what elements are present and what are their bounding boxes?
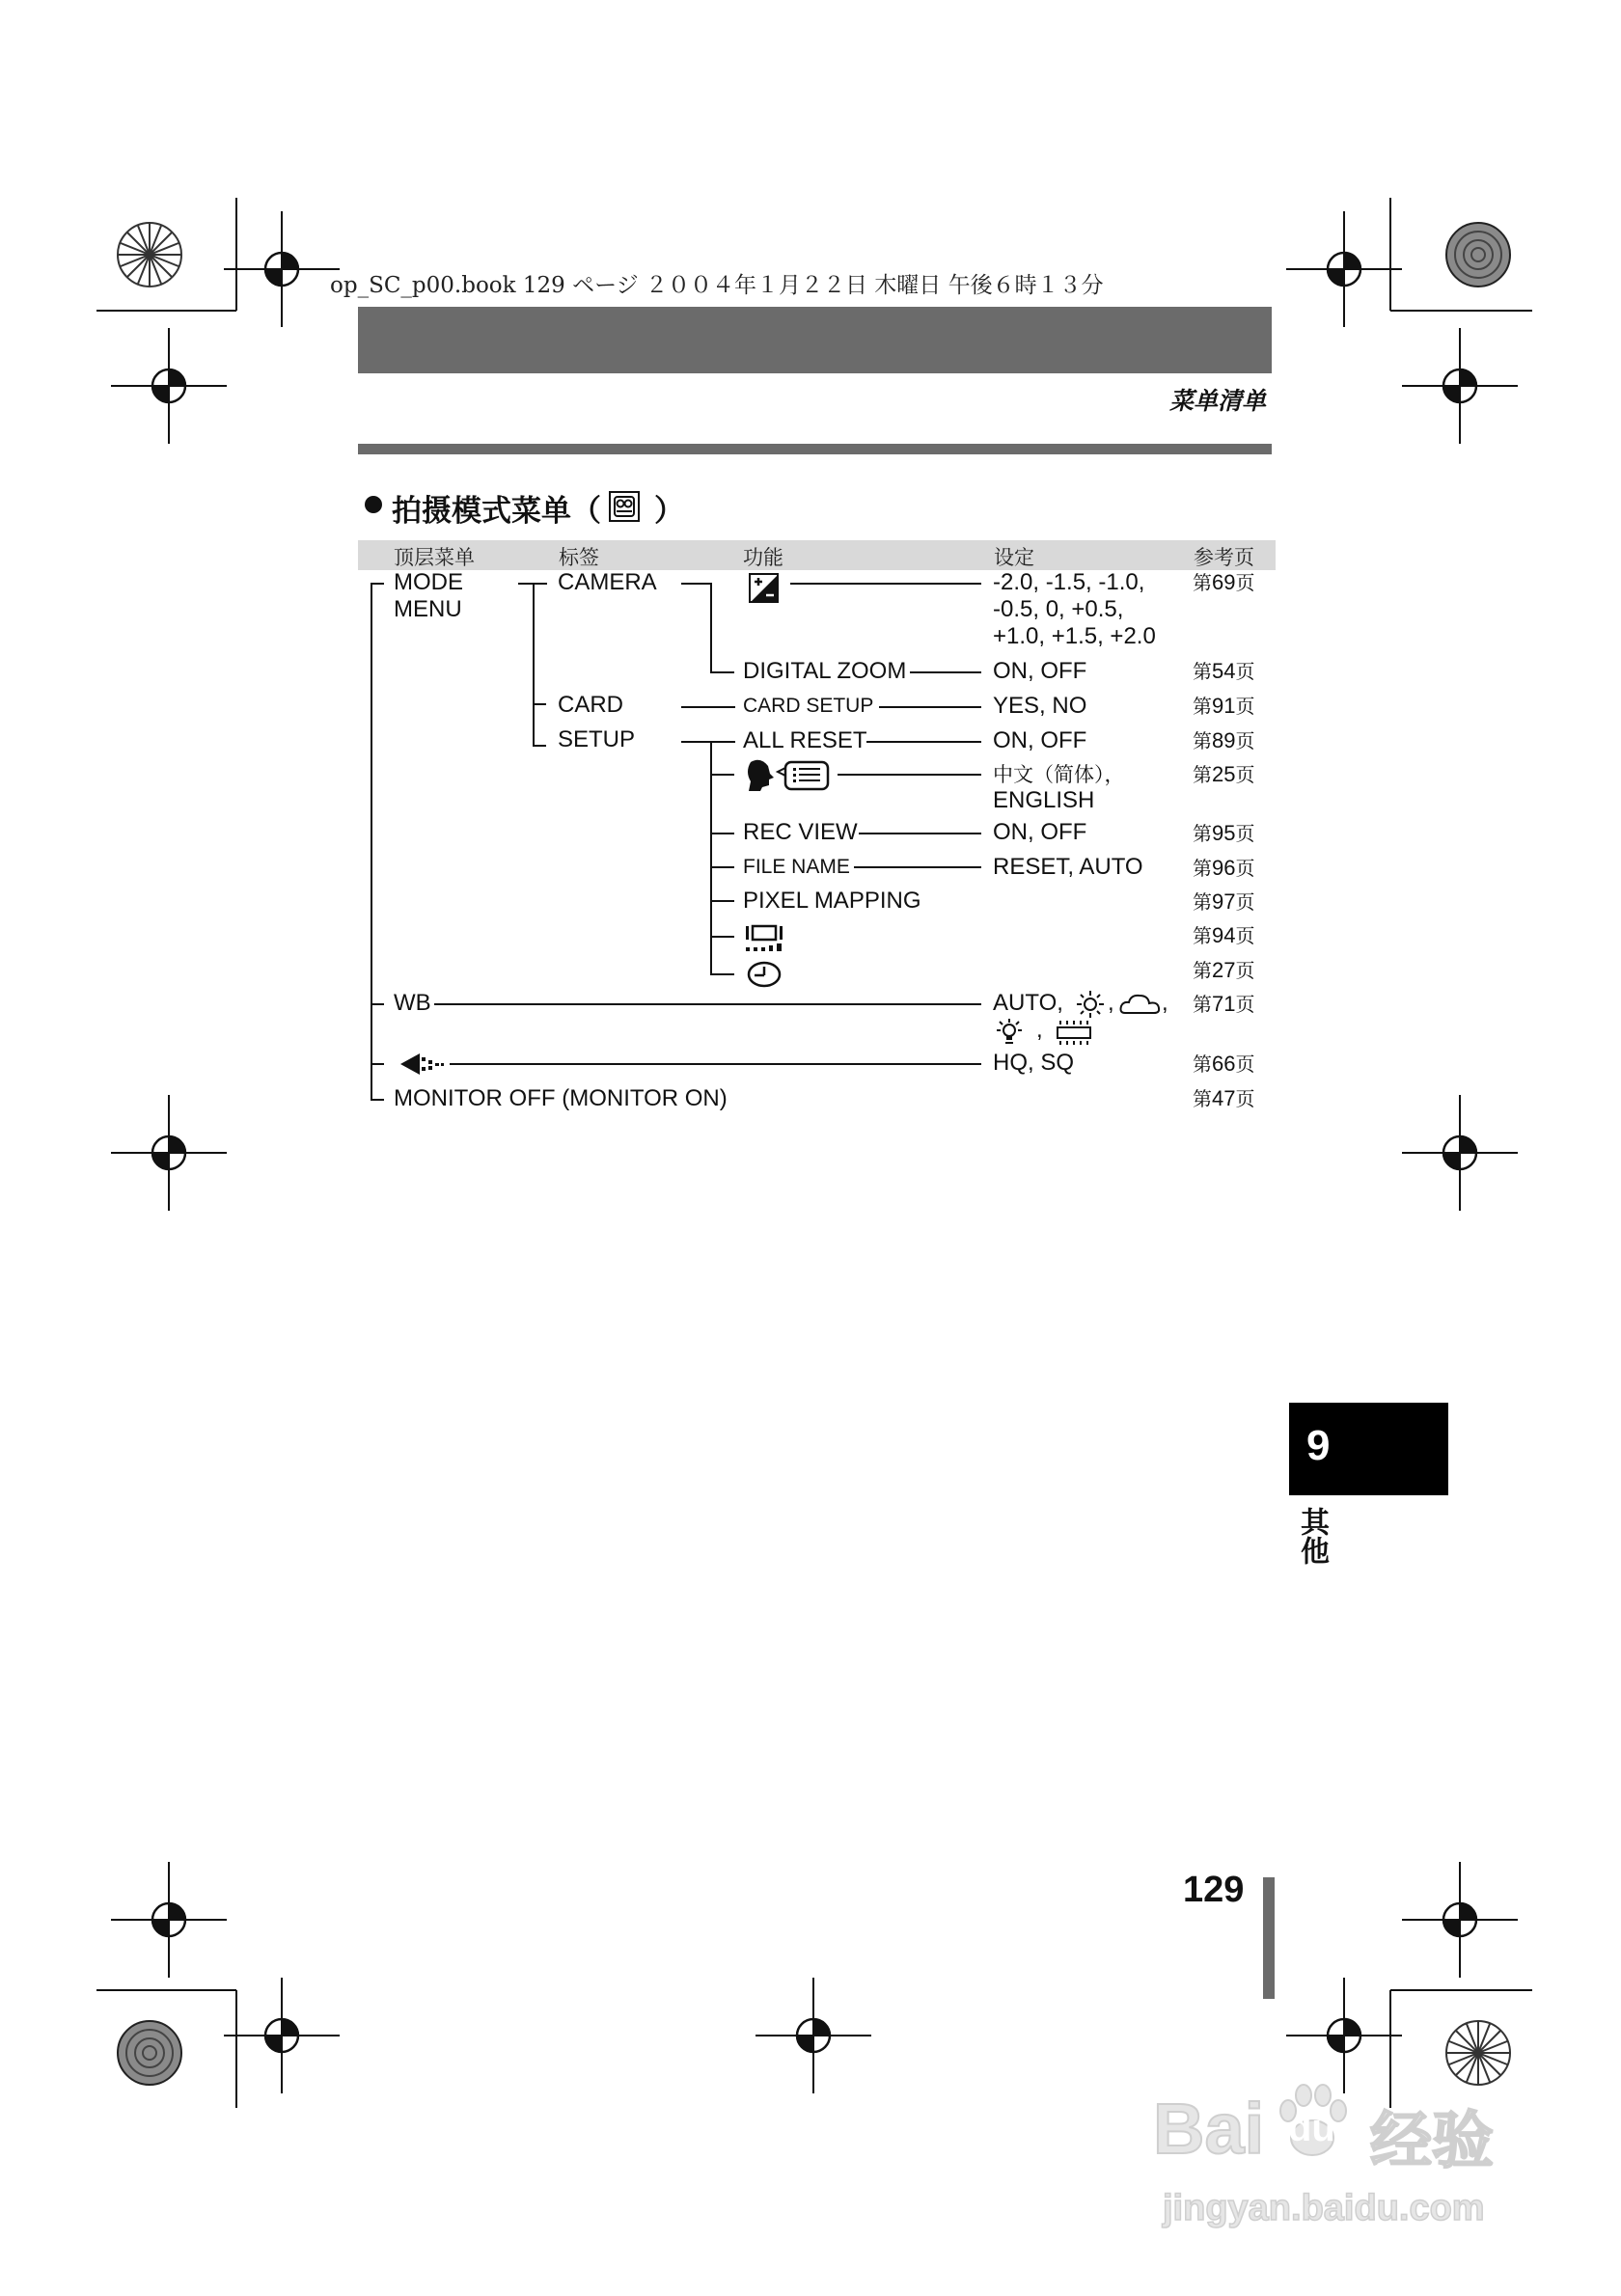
sunny-icon: [1076, 990, 1105, 1019]
ref-prefix: 第: [1193, 859, 1212, 880]
ref-suffix: 页: [1235, 662, 1255, 683]
tree-line: [710, 866, 734, 868]
cloudy-icon: [1119, 992, 1162, 1017]
ref-number: 69: [1212, 570, 1236, 594]
col-ref-page: 参考页: [1194, 547, 1254, 569]
entry-mode-menu-2: MENU: [394, 596, 462, 622]
page-number-bar: [1263, 1877, 1275, 1999]
setting-wb-sep: ,: [1108, 990, 1114, 1016]
tree-line: [854, 866, 981, 868]
watermark-brand-cn: 经验: [1370, 2106, 1494, 2175]
ref-suffix: 页: [1235, 892, 1255, 914]
setting-quality: HQ, SQ: [993, 1050, 1075, 1076]
ref-number: 89: [1212, 728, 1236, 752]
ref-rec-view: [1193, 820, 1254, 848]
tree-line: [681, 706, 735, 708]
ref-number: 54: [1212, 659, 1236, 683]
function-digital-zoom: DIGITAL ZOOM: [743, 658, 907, 684]
lcd-brightness-icon: [745, 924, 785, 953]
tree-line: [371, 1063, 384, 1065]
ref-number: 95: [1212, 821, 1236, 845]
ref-suffix: 页: [1235, 697, 1255, 718]
chapter-tab: [1289, 1403, 1448, 1495]
tree-line: [710, 833, 734, 834]
col-setting: 设定: [994, 547, 1034, 569]
clock-icon: [747, 960, 785, 989]
ref-prefix: 第: [1193, 662, 1212, 683]
tree-line: [710, 900, 734, 902]
tree-line: [681, 741, 735, 743]
ref-number: 27: [1212, 958, 1236, 982]
entry-monitor-off: MONITOR OFF (MONITOR ON): [394, 1085, 728, 1111]
function-file-name: FILE NAME: [743, 856, 850, 878]
ref-prefix: 第: [1193, 1054, 1212, 1076]
divider-bar: [358, 444, 1272, 454]
chapter-label: 其他: [1296, 1507, 1328, 1565]
language-icon: [747, 758, 832, 793]
setting-wb-sep3: ,: [1036, 1017, 1043, 1043]
tree-line: [710, 583, 712, 673]
setting-file-name: RESET, AUTO: [993, 854, 1143, 880]
ref-prefix: 第: [1193, 961, 1212, 982]
col-function: 功能: [743, 547, 783, 569]
ref-number: 91: [1212, 694, 1236, 718]
ref-suffix: 页: [1235, 859, 1255, 880]
ref-prefix: 第: [1193, 765, 1212, 786]
ref-prefix: 第: [1193, 892, 1212, 914]
function-pixel-mapping: PIXEL MAPPING: [743, 888, 921, 914]
tree-line: [838, 774, 981, 776]
ref-suffix: 页: [1235, 573, 1255, 594]
tree-line: [371, 583, 384, 585]
tree-line: [710, 741, 712, 975]
setting-exposure-1: -2.0, -1.5, -1.0,: [993, 569, 1145, 595]
tree-line: [790, 583, 981, 585]
ref-suffix: 页: [1235, 1089, 1255, 1110]
ref-digital-zoom: [1193, 658, 1254, 686]
ref-suffix: 页: [1235, 731, 1255, 752]
tree-line: [371, 583, 372, 1101]
header-bar: [358, 307, 1272, 373]
ref-number: 47: [1212, 1086, 1236, 1110]
ref-number: 96: [1212, 856, 1236, 880]
chapter-number: 9: [1306, 1422, 1331, 1469]
tree-line: [879, 706, 981, 708]
ref-suffix: 页: [1235, 1054, 1255, 1076]
ref-suffix: 页: [1235, 995, 1255, 1016]
tree-line: [533, 703, 546, 705]
ref-quality: [1193, 1051, 1254, 1079]
setting-language-1: 中文（简体），: [993, 764, 1125, 786]
ref-suffix: 页: [1235, 926, 1255, 947]
ref-card-setup: [1193, 693, 1254, 721]
ref-number: 94: [1212, 923, 1236, 947]
tab-card: CARD: [558, 692, 624, 718]
tree-line: [434, 1003, 981, 1005]
setting-rec-view: ON, OFF: [993, 819, 1087, 845]
watermark-url: jingyan.baidu.com: [1163, 2188, 1485, 2228]
tree-line: [910, 671, 981, 673]
tab-setup: SETUP: [558, 726, 636, 752]
ref-prefix: 第: [1193, 697, 1212, 718]
setting-wb-sep2: ,: [1162, 990, 1168, 1016]
baidu-watermark: [1153, 2074, 1558, 2238]
tree-line: [710, 671, 734, 673]
quality-icon: [398, 1052, 445, 1077]
ref-prefix: 第: [1193, 824, 1212, 845]
setting-language-2: ENGLISH: [993, 787, 1095, 813]
tree-line: [681, 583, 712, 585]
ref-prefix: 第: [1193, 1089, 1212, 1110]
ref-language: [1193, 761, 1254, 789]
setting-digital-zoom: ON, OFF: [993, 658, 1087, 684]
shooting-mode-icon: [608, 490, 641, 523]
entry-mode-menu-1: MODE: [394, 569, 463, 595]
ref-prefix: 第: [1193, 731, 1212, 752]
ref-wb: [1193, 991, 1254, 1019]
tree-line: [866, 741, 981, 743]
entry-wb: WB: [394, 990, 431, 1016]
ref-exposure: [1193, 569, 1254, 597]
function-all-reset: ALL RESET: [743, 727, 867, 753]
bullet-icon: [365, 496, 382, 513]
ref-number: 71: [1212, 992, 1236, 1016]
function-card-setup: CARD SETUP: [743, 695, 874, 717]
col-tab: 标签: [559, 547, 599, 569]
tree-line: [371, 1003, 384, 1005]
tree-line: [371, 1099, 384, 1101]
setting-exposure-3: +1.0, +1.5, +2.0: [993, 623, 1156, 649]
ref-prefix: 第: [1193, 995, 1212, 1016]
col-top-menu: 顶层菜单: [394, 547, 475, 569]
ref-suffix: 页: [1235, 765, 1255, 786]
ref-number: 66: [1212, 1052, 1236, 1076]
ref-prefix: 第: [1193, 926, 1212, 947]
ref-clock: [1193, 957, 1254, 985]
setting-wb-auto: AUTO,: [993, 990, 1063, 1016]
ref-all-reset: [1193, 727, 1254, 755]
setting-card-setup: YES, NO: [993, 693, 1087, 719]
tree-line: [710, 936, 734, 938]
watermark-brand: Bai: [1153, 2089, 1265, 2169]
ref-monitor-off: [1193, 1085, 1254, 1113]
tree-line: [710, 774, 734, 776]
ref-suffix: 页: [1235, 824, 1255, 845]
ref-suffix: 页: [1235, 961, 1255, 982]
tungsten-icon: [995, 1019, 1024, 1046]
tree-line: [533, 583, 535, 747]
tree-line: [710, 973, 734, 975]
ref-lcd-brightness: [1193, 922, 1254, 950]
menu-heading-text: 拍摄模式菜单（: [392, 494, 601, 528]
tree-line: [450, 1063, 981, 1065]
ref-prefix: 第: [1193, 573, 1212, 594]
function-rec-view: REC VIEW: [743, 819, 858, 845]
table-header: [358, 540, 1276, 570]
tree-line: [533, 745, 546, 747]
exposure-compensation-icon: [749, 573, 780, 604]
watermark-brand-du: du: [1288, 2107, 1335, 2149]
print-header: op_SC_p00.book 129 ページ ２００４年１月２２日 木曜日 午後６時１３分: [330, 273, 1104, 298]
setting-all-reset: ON, OFF: [993, 727, 1087, 753]
setting-exposure-2: -0.5, 0, +0.5,: [993, 596, 1124, 622]
tree-line: [859, 833, 981, 834]
ref-number: 97: [1212, 889, 1236, 914]
page-number: 129: [1183, 1870, 1245, 1910]
section-title: 菜单清单: [1169, 388, 1267, 415]
ref-pixel-mapping: [1193, 888, 1254, 916]
ref-number: 25: [1212, 762, 1236, 786]
menu-heading-end: ）: [654, 494, 684, 528]
fluorescent-icon: [1056, 1020, 1094, 1047]
tab-camera: CAMERA: [558, 569, 657, 595]
ref-file-name: [1193, 855, 1254, 883]
